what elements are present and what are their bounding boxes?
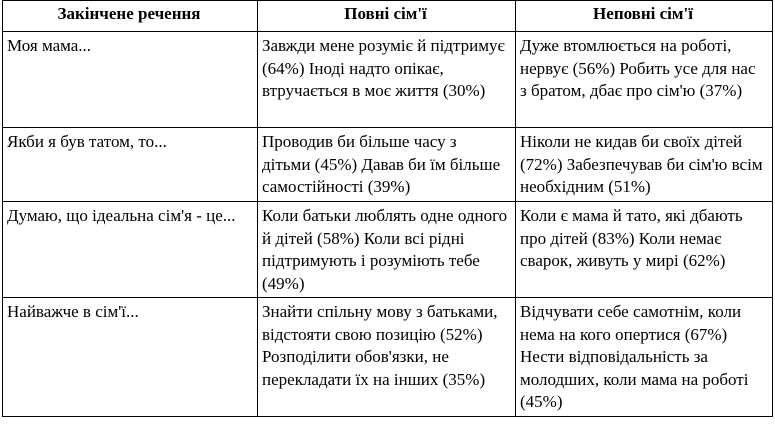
cell-single: Дуже втомлюється на роботі, нервує (56%) Робить усе для нас з братом, дбає про сім'ю (37%) bbox=[516, 32, 773, 128]
table-row bbox=[3, 32, 773, 128]
cell-prompt: Найважче в сім'ї... bbox=[3, 298, 258, 417]
table-row bbox=[3, 298, 773, 417]
table-row bbox=[3, 128, 773, 202]
cell-prompt: Якби я був татом, то... bbox=[3, 128, 258, 202]
cell-single: Відчувати себе самотнім, коли нема на кого опертися (67%) Нести відповідальність за молодших, коли мама на роботі (45%) bbox=[516, 298, 773, 417]
cell-full: Коли батьки люблять одне одного й дітей (58%) Коли всі рідні підтримують і розуміють тебе (49%) bbox=[258, 202, 516, 298]
header-prompt: Закінчене речення bbox=[3, 1, 258, 32]
cell-prompt: Моя мама... bbox=[3, 32, 258, 128]
cell-single: Коли є мама й тато, які дбають про дітей (83%) Коли немає сварок, живуть у мирі (62%) bbox=[516, 202, 773, 298]
header-full-families: Повні сім'ї bbox=[258, 1, 516, 32]
cell-single: Ніколи не кидав би своїх дітей (72%) Забезпечував би сім'ю всім необхідним (51%) bbox=[516, 128, 773, 202]
survey-table bbox=[2, 0, 773, 417]
header-row bbox=[3, 1, 773, 32]
table-row bbox=[3, 202, 773, 298]
cell-full: Завжди мене розуміє й підтримує (64%) Іноді надто опікає, втручається в моє життя (30%) bbox=[258, 32, 516, 128]
cell-full: Знайти спільну мову з батьками, відстояти свою позицію (52%) Розподілити обов'язки, не перекладати їх на інших (35%) bbox=[258, 298, 516, 417]
cell-prompt: Думаю, що ідеальна сім'я - це... bbox=[3, 202, 258, 298]
cell-full: Проводив би більше часу з дітьми (45%) Давав би їм більше самостійності (39%) bbox=[258, 128, 516, 202]
header-single-parent-families: Неповні сім'ї bbox=[516, 1, 773, 32]
